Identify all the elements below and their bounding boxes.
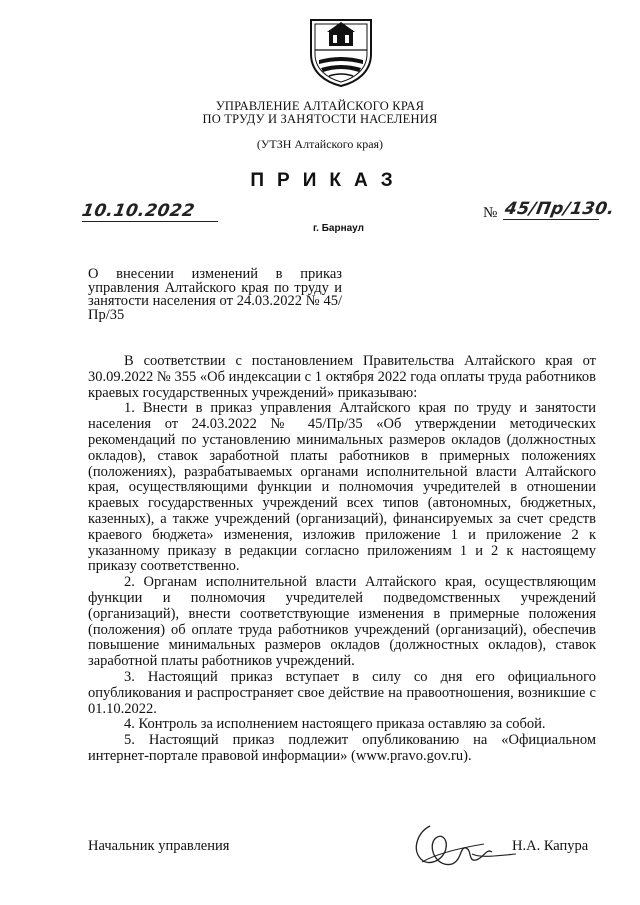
document-subject: О внесении изменений в приказ управления Алтайского края по труду и занятости населения от 24.03.2022 № 45/Пр/35 [88, 266, 342, 323]
signer-position: Начальник управления [88, 838, 230, 854]
body-paragraph-5: 5. Настоящий приказ подлежит опубликованию на «Официальном интернет-портале правовой информации» (www.pravo.gov.ru). [88, 732, 596, 764]
altai-coat-of-arms-icon [305, 14, 377, 88]
date-underline [82, 221, 218, 222]
document-number: 45/Пр/130. [503, 199, 617, 219]
number-label: № [483, 205, 498, 221]
body-paragraph-3: 3. Настоящий приказ вступает в силу со дня его официального опубликования и распространяет свое действие на правоотношения, возникшие с 01.10.2022. [88, 668, 596, 717]
number-underline [503, 219, 599, 220]
org-abbreviation: (УТЗН Алтайского края) [256, 137, 384, 151]
handwritten-signature-icon [400, 818, 518, 880]
city: г. Барнаул [313, 223, 364, 234]
body-paragraph-preamble: В соответствии с постановлением Правительства Алтайского края от 30.09.2022 № 355 «Об индексации с 1 октября 2022 года оплаты труда работников краевых государственных учреждений» приказываю: [88, 353, 596, 401]
org-name-line1: УПРАВЛЕНИЕ АЛТАЙСКОГО КРАЯ [215, 99, 425, 113]
org-name-line2: ПО ТРУДУ И ЗАНЯТОСТИ НАСЕЛЕНИЯ [202, 112, 438, 126]
document-title: ПРИКАЗ [250, 170, 406, 191]
body-paragraph-2: 2. Органам исполнительной власти Алтайского края, осуществляющим функции и полномочия учредителей подведомственных учреждений (организаций), внести соответствующие изменения в примерные положения (положения) об оплате труда работников учреждений (организаций), обеспечив повышение минимальных размеров окладов (должностных окладов), ставок заработной платы работников учреждений. [88, 574, 596, 670]
body-paragraph-1: 1. Внести в приказ управления Алтайского края по труду и занятости населения от 24.03.2022 № 45/Пр/35 «Об утверждении методических рекомендаций по установлению минимальных размеров окладов (должностных окладов), ставок заработной платы работников в примерных положениях (положениях), разрабатываемых органами исполнительной власти Алтайского края, осуществляющими функции и полномочия учредителей в отношении краевых государственных учреждений всех типов (автономных, бюджетных, казенных), а также учреждений (организаций), финансируемых за счет средств краевого бюджета» изменения, изложив приложение 1 и приложение 2 к указанному приказу в редакции согласно приложениям 1 и 2 к настоящему приказу соответственно. [88, 400, 596, 575]
signer-name: Н.А. Капура [512, 838, 589, 854]
document-body [88, 354, 596, 765]
body-paragraph-4: 4. Контроль за исполнением настоящего приказа оставляю за собой. [124, 716, 546, 733]
document-date: 10.10.2022 [80, 201, 197, 221]
